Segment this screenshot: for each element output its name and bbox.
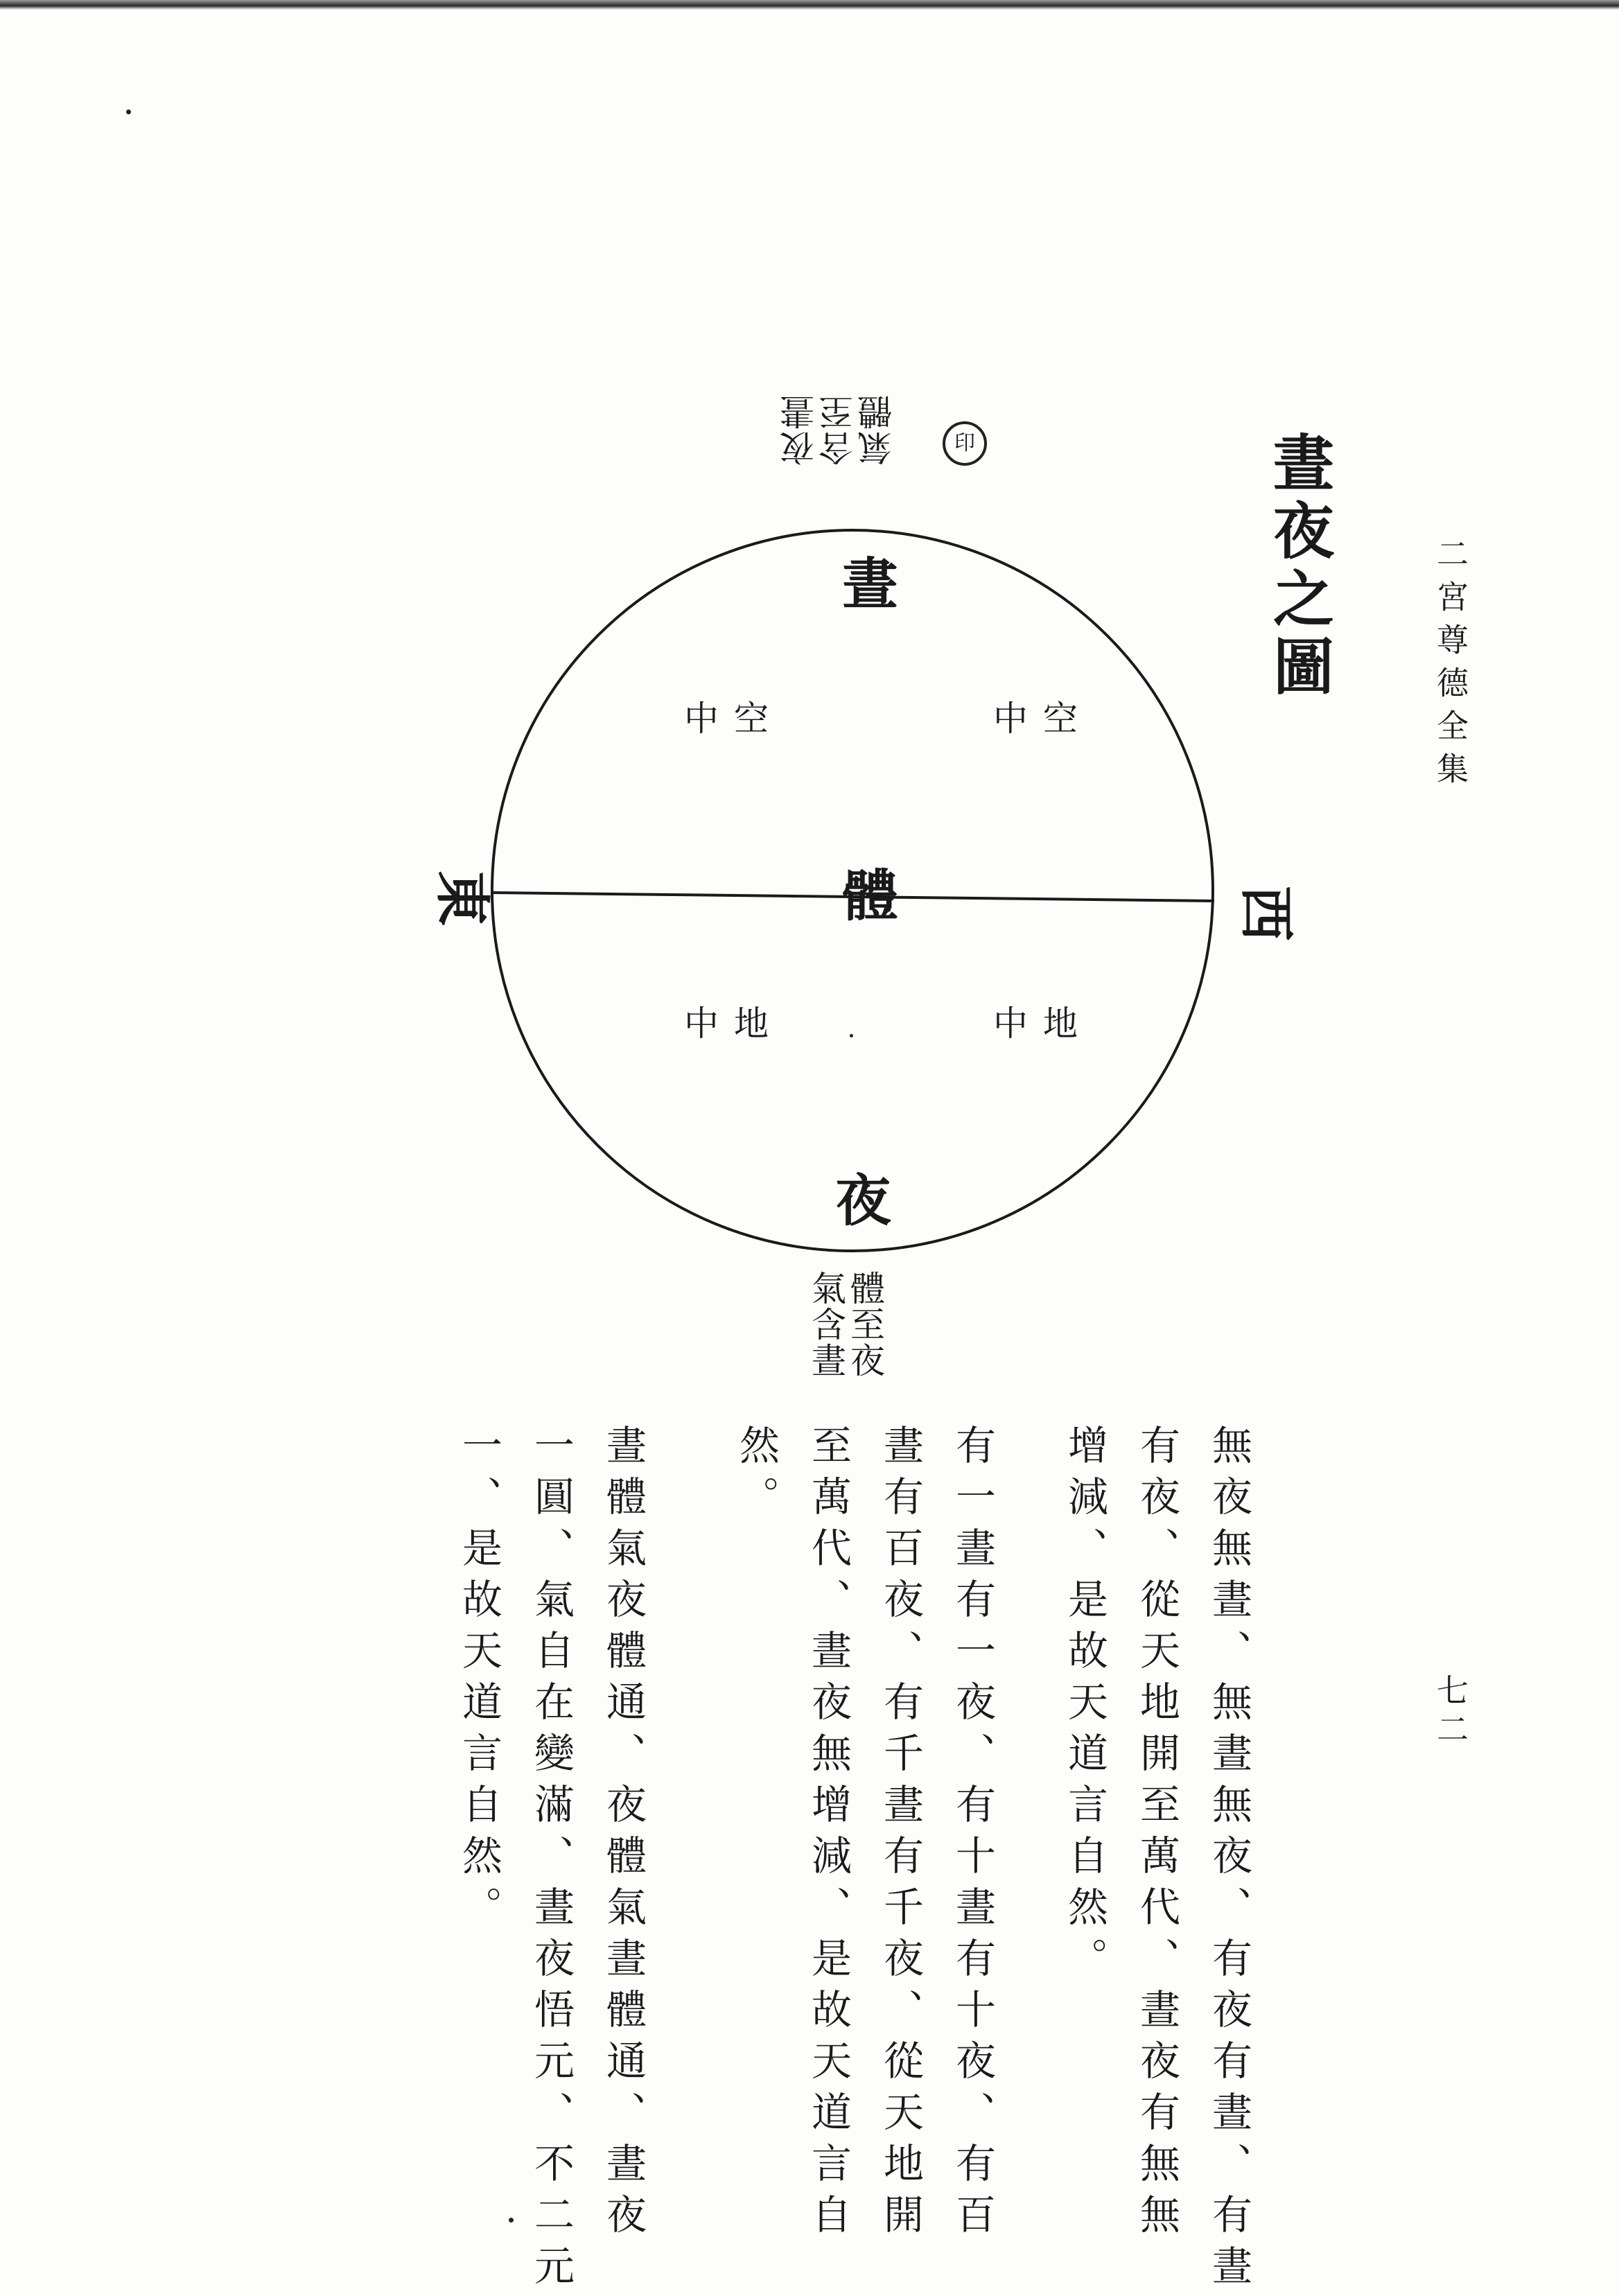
para1-col2: 有夜、從天地開至萬代、晝夜有無無: [1133, 1424, 1180, 2245]
seal-mark: 印: [943, 421, 987, 466]
running-head: 二宮尊德全集: [1432, 537, 1469, 795]
diagram-circle-svg: [416, 513, 1234, 1275]
para3-col1: 晝體氣夜體通、夜體氣晝體通、晝夜: [600, 1424, 647, 2245]
para2-col3: 至萬代、晝夜無增減、是故天道言自: [805, 1424, 852, 2245]
label-earth-left: 地中: [679, 1005, 769, 1042]
top-edge-line: [0, 0, 1619, 10]
scan-speck: [126, 109, 131, 114]
scan-speck: [850, 1034, 853, 1037]
scan-speck: [509, 2218, 514, 2223]
top-note-col-3: 夜晝: [780, 394, 820, 466]
para3-col3: 一、是故天道言自然。: [455, 1424, 502, 1937]
page-number: 七二: [1432, 1674, 1469, 1751]
para2-col4: 然。: [733, 1424, 780, 1527]
para2-col1: 有一晝有一夜、有十晝有十夜、有百: [949, 1424, 996, 2245]
label-night: 夜: [826, 1171, 891, 1229]
label-sky-left: 空中: [679, 700, 769, 737]
bottom-note-col-2: 氣含晝: [806, 1270, 846, 1378]
label-west: 西: [1237, 876, 1296, 942]
para3-col2: 一圓、氣自在變滿、晝夜悟元、不二元: [527, 1424, 575, 2296]
label-day: 晝: [833, 554, 898, 613]
para1-col1: 無夜無晝、無晝無夜、有夜有晝、有晝: [1205, 1424, 1252, 2296]
top-note-col-2: 含至: [819, 394, 859, 466]
para1-col3: 增減、是故天道言自然。: [1061, 1424, 1108, 1988]
diagram-title: 晝夜之圖: [1263, 431, 1336, 703]
label-sky-right: 空中: [988, 700, 1078, 737]
label-body: 體: [833, 866, 898, 924]
bottom-note-col-1: 體至夜: [845, 1270, 885, 1378]
label-earth-right: 地中: [988, 1005, 1078, 1042]
para2-col2: 晝有百夜、有千晝有千夜、從天地開: [877, 1424, 924, 2245]
label-east: 東: [433, 861, 492, 927]
top-note-col-1: 氣體: [857, 394, 898, 466]
